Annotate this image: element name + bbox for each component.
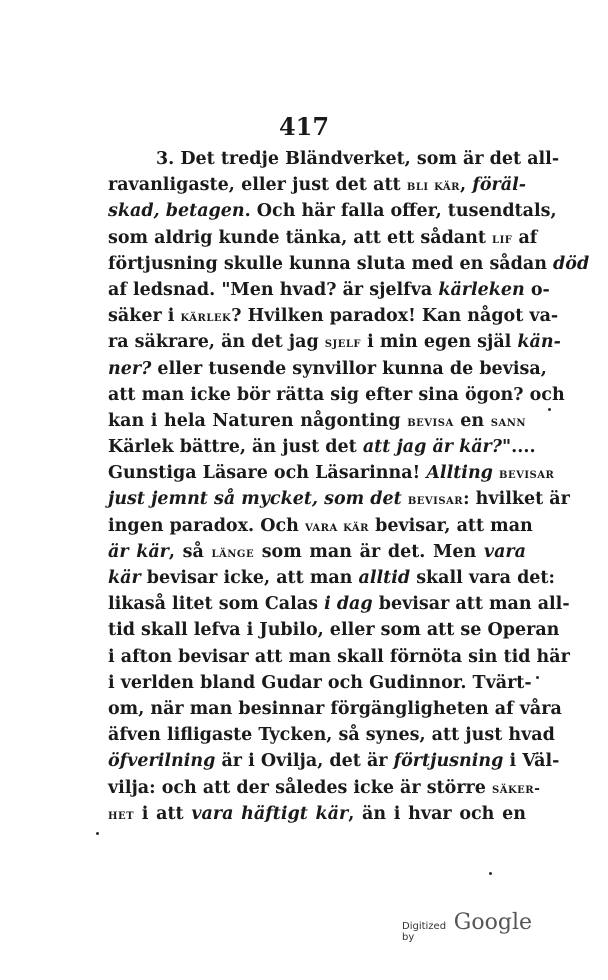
text-line bbox=[108, 460, 555, 486]
text-line bbox=[108, 801, 526, 827]
text-line bbox=[108, 513, 533, 539]
text-run: i Väl- bbox=[503, 751, 560, 772]
italic-run: Allting bbox=[426, 463, 493, 484]
google-logo: Google bbox=[453, 910, 532, 935]
text-line bbox=[108, 382, 565, 408]
text-run: , så bbox=[168, 541, 212, 562]
small-caps-run: bevisar bbox=[407, 492, 464, 509]
text-run: är i Ovilja, det är bbox=[215, 751, 394, 772]
italic-run: just jemnt så mycket, som det bbox=[108, 489, 402, 510]
text-run: tid skall lefva i Jubilo, eller som att se Operan bbox=[108, 620, 560, 641]
small-caps-run: bli kär bbox=[406, 178, 460, 195]
italic-run: öfverilning bbox=[108, 751, 216, 772]
text-line bbox=[108, 303, 559, 329]
italic-run: kär bbox=[108, 568, 141, 588]
text-line bbox=[108, 146, 560, 172]
text-line bbox=[108, 775, 541, 801]
text-line bbox=[108, 670, 532, 696]
text-run: af bbox=[512, 227, 538, 248]
italic-run: skad, betagen bbox=[108, 201, 245, 222]
text-run: att man icke bör rätta sig efter sina ögon? och bbox=[108, 384, 565, 405]
text-line bbox=[108, 539, 526, 565]
ink-speck bbox=[96, 832, 99, 835]
text-line bbox=[108, 565, 555, 591]
text-run: som man är det. Men bbox=[254, 541, 484, 562]
text-line bbox=[108, 198, 557, 224]
digitized-footer bbox=[402, 910, 532, 943]
small-caps-run: lif bbox=[492, 230, 513, 247]
small-caps-run: bevisa bbox=[407, 413, 454, 430]
italic-run: föräl- bbox=[472, 175, 527, 196]
italic-run: död bbox=[553, 253, 590, 274]
text-run: : hvilket är bbox=[463, 489, 570, 510]
text-run: bevisar att man all- bbox=[372, 594, 570, 615]
text-line bbox=[108, 591, 570, 617]
text-line bbox=[108, 277, 550, 303]
text-line bbox=[108, 748, 560, 774]
text-run: o- bbox=[524, 279, 550, 300]
italic-run: att jag är kär? bbox=[362, 437, 503, 458]
text-line bbox=[108, 408, 526, 434]
italic-run: förtjusning bbox=[393, 751, 504, 772]
text-line bbox=[108, 329, 561, 355]
italic-run: kän- bbox=[517, 332, 561, 353]
text-run: ".... bbox=[502, 437, 536, 458]
italic-run: ner? bbox=[108, 358, 152, 379]
small-caps-run: bevisar bbox=[499, 466, 555, 483]
small-caps-run: vara kär bbox=[304, 518, 369, 535]
text-run: i verlden bland Gudar och Gudinnor. Tvärt- bbox=[108, 672, 532, 693]
text-run: Kärlek bättre, än just det bbox=[108, 437, 363, 458]
text-run: 3. Det tredje Bländverket, som är det all- bbox=[156, 149, 560, 169]
italic-run: är kär bbox=[108, 541, 169, 562]
ink-speck bbox=[489, 872, 492, 875]
text-line bbox=[108, 225, 538, 251]
page-number: 417 bbox=[278, 112, 330, 141]
text-line bbox=[108, 486, 570, 512]
text-run: äfven lifligaste Tycken, så synes, att just hvad bbox=[108, 725, 555, 746]
italic-run: alltid bbox=[358, 568, 411, 588]
body-text bbox=[108, 146, 590, 827]
italic-run: kärleken bbox=[438, 279, 525, 300]
text-run: bevisar icke, att man bbox=[140, 568, 359, 588]
text-run: ingen paradox. Och bbox=[108, 515, 305, 536]
text-run: om, när man besinnar förgängligheten af våra bbox=[108, 698, 562, 719]
text-run: af ledsnad. "Men hvad? är sjelfva bbox=[108, 279, 439, 300]
text-line bbox=[108, 251, 590, 277]
text-run: som aldrig kunde tänka, att ett sådant bbox=[108, 227, 493, 248]
text-run: Gunstiga Läsare och Läsarinna! bbox=[108, 463, 427, 484]
text-run: säker i bbox=[108, 306, 181, 327]
text-run: bevisar, att man bbox=[368, 515, 533, 536]
text-run: ? Hvilken paradox! Kan något va- bbox=[231, 306, 559, 327]
small-caps-run: säker- bbox=[491, 780, 541, 797]
small-caps-run: sjelf bbox=[324, 335, 361, 352]
italic-run: vara bbox=[483, 541, 526, 562]
text-run: förtjusning skulle kunna sluta med en sådan bbox=[108, 253, 554, 274]
small-caps-run: länge bbox=[211, 544, 255, 561]
text-run: likaså litet som Calas bbox=[108, 594, 325, 615]
italic-run: i dag bbox=[324, 594, 373, 615]
text-line bbox=[108, 644, 570, 670]
text-run: eller tusende synvillor kunna de bevisa, bbox=[151, 358, 547, 379]
text-run: ravanligaste, eller just det att bbox=[108, 175, 407, 196]
text-run: en bbox=[453, 410, 491, 431]
italic-run: vara häftigt kär bbox=[191, 803, 349, 824]
ink-speck bbox=[548, 408, 551, 411]
text-line bbox=[108, 172, 526, 198]
text-line bbox=[108, 434, 536, 460]
text-line bbox=[108, 696, 562, 722]
text-run: skall vara det: bbox=[410, 568, 555, 588]
text-run: i att bbox=[134, 803, 192, 824]
text-run: ra säkrare, än det jag bbox=[108, 332, 325, 353]
small-caps-run: sann bbox=[490, 413, 527, 430]
text-line bbox=[108, 356, 547, 382]
text-line bbox=[108, 722, 555, 748]
small-caps-run: kärlek bbox=[180, 309, 232, 326]
digitized-by-label: Digitized by bbox=[402, 921, 447, 943]
text-run: vilja: och att der således icke är större bbox=[108, 777, 492, 798]
text-line bbox=[108, 617, 560, 643]
ink-speck bbox=[536, 676, 539, 679]
small-caps-run: het bbox=[108, 806, 135, 823]
text-run: . Och här falla offer, tusendtals, bbox=[244, 201, 557, 222]
text-run: , än i hvar och en bbox=[348, 803, 526, 824]
text-run: , bbox=[459, 175, 473, 196]
text-run: i min egen själ bbox=[361, 332, 518, 353]
text-run: kan i hela Naturen någonting bbox=[108, 410, 408, 431]
text-run: i afton bevisar att man skall förnöta sin tid här bbox=[108, 646, 570, 667]
